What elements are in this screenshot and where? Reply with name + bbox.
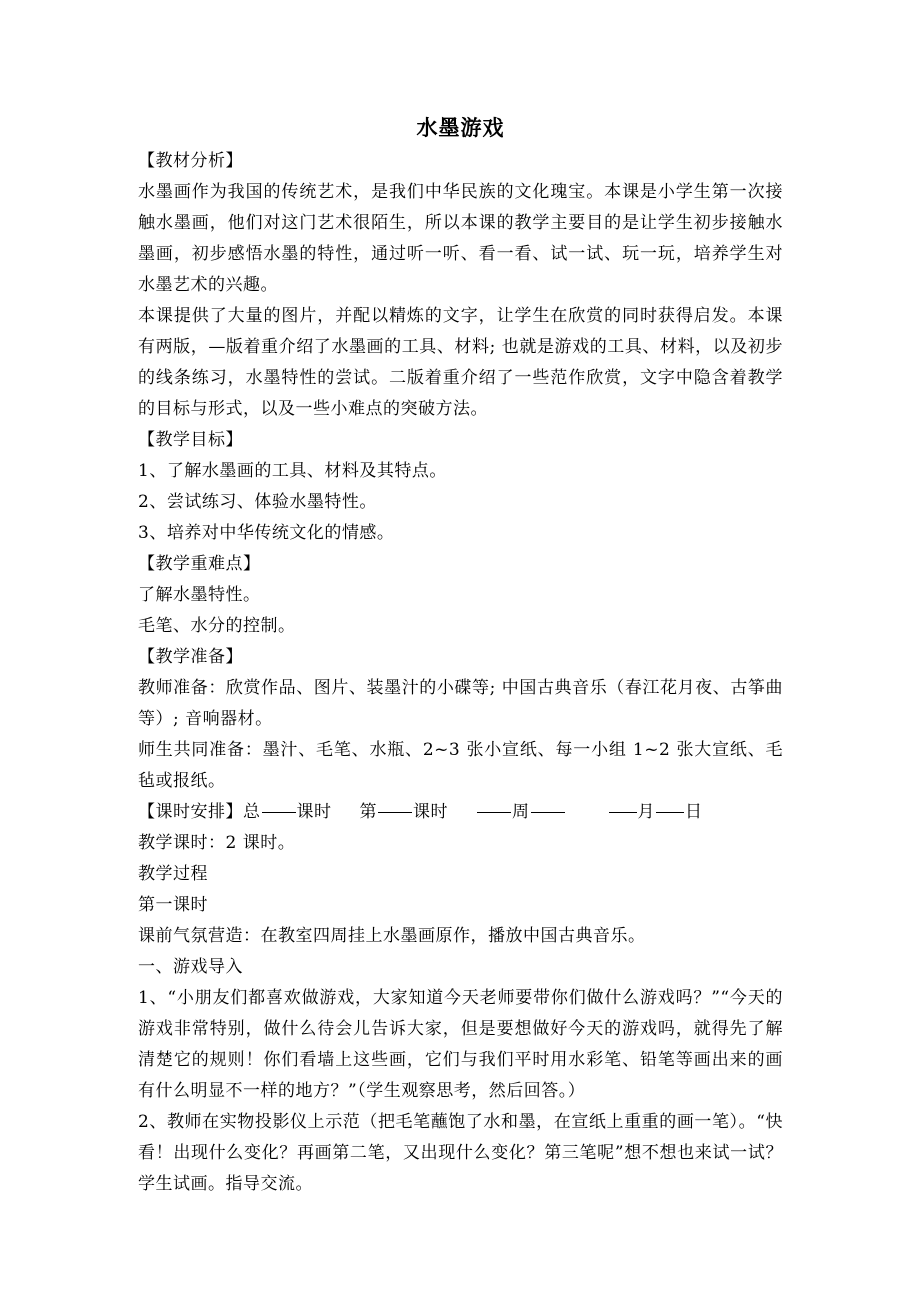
schedule-week-blank-1 [477, 811, 511, 813]
preparation-teacher: 教师准备：欣赏作品、图片、装墨汁的小碟等; 中国古典音乐（春江花月夜、古筝曲等）; 音响器材。 [138, 678, 783, 729]
schedule-total-label: 总 [243, 802, 261, 822]
schedule-line [138, 797, 783, 828]
schedule-day-blank [656, 811, 684, 813]
document-title: 水墨游戏 [416, 115, 505, 140]
schedule-nth-label: 第 [359, 802, 377, 822]
schedule-week-label: 周 [512, 802, 530, 822]
intro-step-2: 2、教师在实物投影仪上示范（把毛笔蘸饱了水和墨，在宣纸上重重的画一笔）。“快看！出现什么变化？再画第二笔，又出现什么变化？第三笔呢”想不想也来试一试？学生试画。指导交流。 [138, 1112, 783, 1194]
schedule-total-blank [262, 811, 296, 813]
lesson-1-heading: 第一课时 [138, 895, 208, 915]
teaching-process-heading: 教学过程 [138, 864, 208, 884]
section-heading-goals: 【教学目标】 [138, 430, 243, 450]
key-point-2: 毛笔、水分的控制。 [138, 616, 296, 636]
intro-heading: 一、游戏导入 [138, 957, 243, 977]
section-heading-preparation: 【教学准备】 [138, 647, 243, 667]
section-heading-key-points: 【教学重难点】 [138, 554, 261, 574]
atmosphere-paragraph: 课前气氛营造：在教室四周挂上水墨画原作，播放中国古典音乐。 [138, 926, 646, 946]
teaching-hours: 教学课时：2 课时。 [138, 833, 296, 853]
goal-item-2: 2、尝试练习、体验水墨特性。 [138, 492, 377, 512]
analysis-paragraph-2: 本课提供了大量的图片，并配以精炼的文字，让学生在欣赏的同时获得启发。本课有两版，—版着重介绍了水墨画的工具、材料; 也就是游戏的工具、材料，以及初步的线条练习，水墨特性的尝试。二版着重介绍了一些范作欣赏，文字中隐含着教学的目标与形式，以及一些小难点的突破方法。 [138, 306, 783, 419]
schedule-day-label: 日 [685, 802, 703, 822]
preparation-shared: 师生共同准备：墨汁、毛笔、水瓶、2~3 张小宣纸、每一小组 1~2 张大宣纸、毛毡或报纸。 [138, 740, 783, 791]
schedule-nth-blank [378, 811, 412, 813]
schedule-unit2-label: 课时 [413, 802, 448, 822]
section-heading-analysis: 【教材分析】 [138, 151, 243, 171]
schedule-week-blank-2 [531, 811, 565, 813]
schedule-unit-label: 课时 [296, 802, 332, 822]
document-page [138, 112, 783, 1200]
goal-item-3: 3、培养对中华传统文化的情感。 [138, 523, 395, 543]
schedule-month-label: 月 [637, 802, 655, 822]
schedule-heading: 【课时安排】 [138, 802, 243, 822]
analysis-paragraph-1: 水墨画作为我国的传统艺术，是我们中华民族的文化瑰宝。本课是小学生第一次接触水墨画，他们对这门艺术很陌生，所以本课的教学主要目的是让学生初步接触水墨画，初步感悟水墨的特性，通过听一听、看一看、试一试、玩一玩，培养学生对水墨艺术的兴趣。 [138, 182, 783, 295]
intro-step-1: 1、“小朋友们都喜欢做游戏，大家知道今天老师要带你们做什么游戏吗？”“今天的游戏非常特别，做什么待会儿告诉大家，但是要想做好今天的游戏吗，就得先了解清楚它的规则！你们看墙上这些画，它们与我们平时用水彩笔、铅笔等画出来的画有什么明显不一样的地方？”（学生观察思考，然后回答。） [138, 988, 783, 1101]
goal-item-1: 1、了解水墨画的工具、材料及其特点。 [138, 461, 447, 481]
key-point-1: 了解水墨特性。 [138, 585, 261, 605]
schedule-month-blank [609, 811, 637, 813]
